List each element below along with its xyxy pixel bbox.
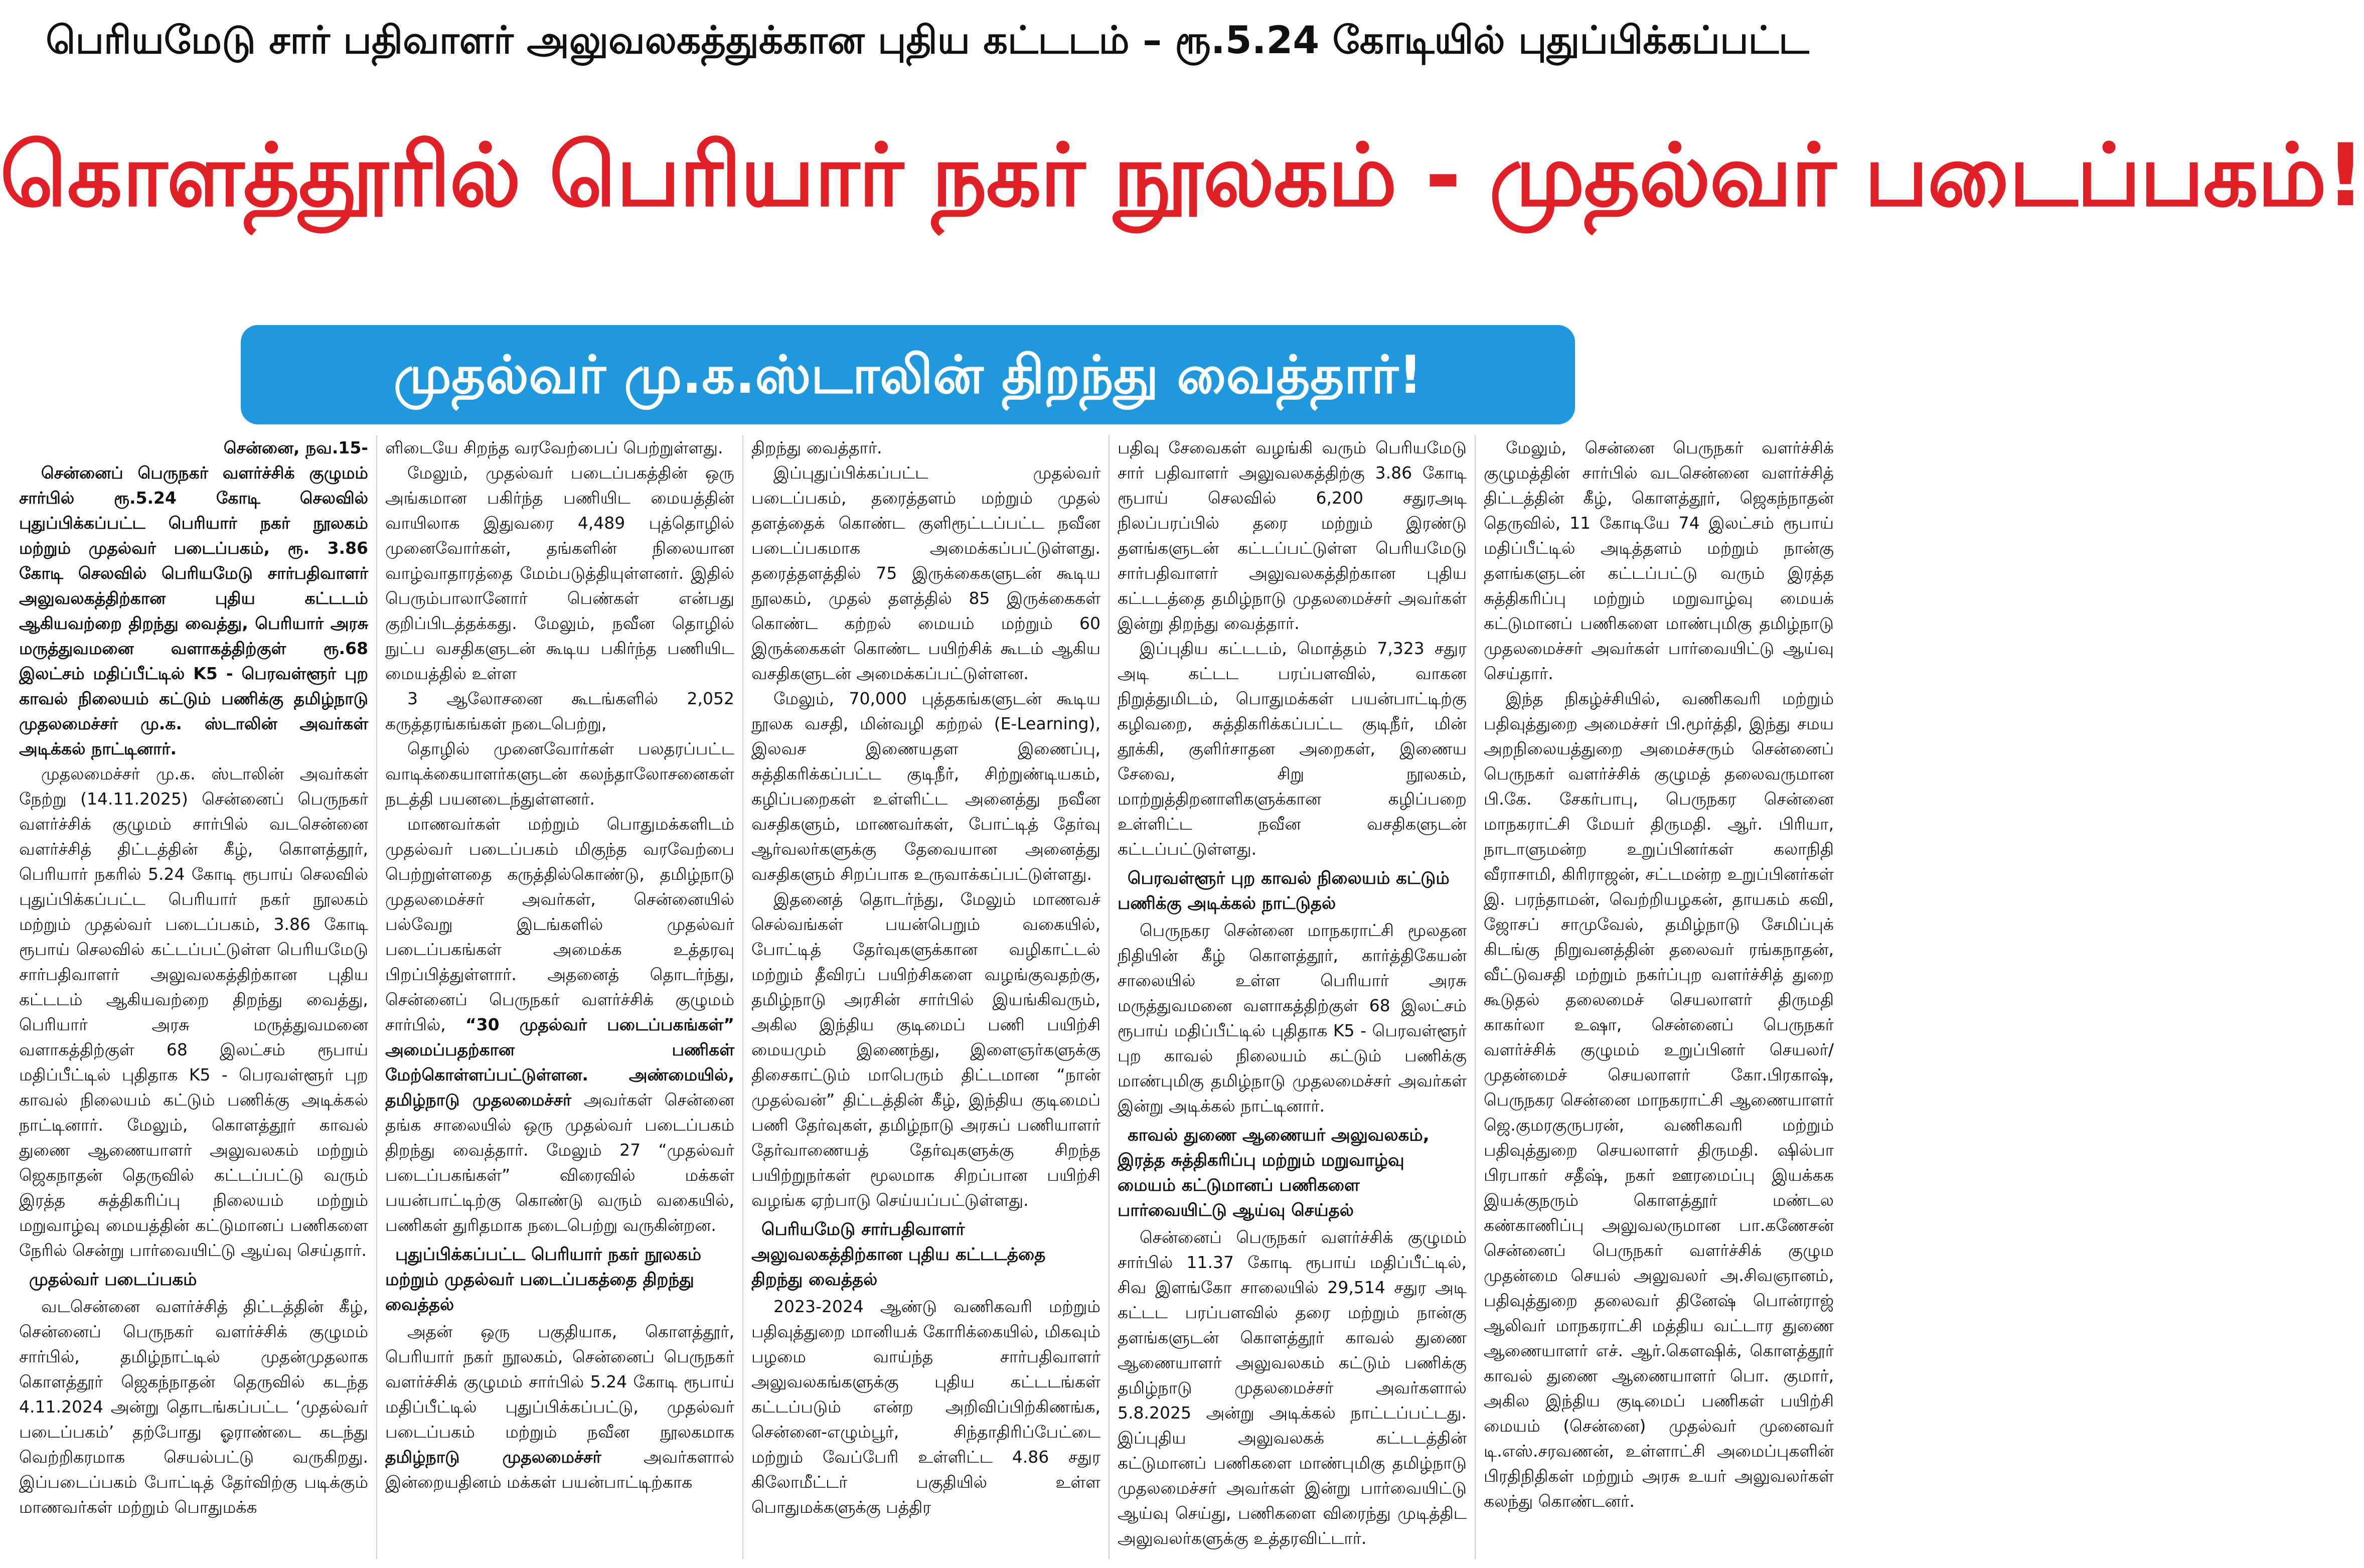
paragraph: மேலும், சென்னை பெருநகர் வளர்ச்சிக் குழுமத்தின் சார்பில் வடசென்னை வளர்ச்சித் திட்டத்தின் கீழ், கொளத்தூர், ஜெகந்நாதன் தெருவில், 11 கோடியே 74 இலட்சம் ரூபாய் மதிப்பீட்டில் அடித்தளம் மற்றும் நான்கு தளங்களுடன் கட்டப்பட்டு வரும் இரத்த சுத்திகரிப்பு மற்றும் மறுவாழ்வு மையக் கட்டுமானப் பணிகளை மாண்புமிகு தமிழ்நாடு முதலமைச்சர் அவர்கள் பார்வையிட்டு ஆய்வு செய்தார். xyxy=(1484,438,1834,683)
paragraph: 3 ஆலோசனை கூடங்களில் 2,052 கருத்தரங்கங்கள் நடைபெற்று, xyxy=(385,689,734,733)
paragraph: மேலும், 70,000 புத்தகங்களுடன் கூடிய நூலக வசதி, மின்வழி கற்றல் (E-Learning), இலவச இணையதள இணைப்பு, சுத்திகரிக்கப்பட்ட குடிநீர், சிற்றுண்டியகம், கழிப்பறைகள் உள்ளிட்ட அனைத்து நவீன வசதிகளும், மாணவர்கள், போட்டித் தேர்வு ஆர்வலர்களுக்கு தேவையான அனைத்து வசதிகளும் சிறப்பாக உருவாக்கப்பட்டுள்ளது. xyxy=(751,689,1100,884)
paragraph: ளிடையே சிறந்த வரவேற்பைப் பெற்றுள்ளது. xyxy=(385,438,723,457)
column-2 xyxy=(377,435,743,1559)
section-heading: காவல் துணை ஆணையர் அலுவலகம், இரத்த சுத்திகரிப்பு மற்றும் மறுவாழ்வு மையம் கட்டுமானப் பணிகளை பார்வையிட்டு ஆய்வு செய்தல் xyxy=(1118,1125,1430,1220)
paragraph: முதலமைச்சர் மு.க. ஸ்டாலின் அவர்கள் நேற்று (14.11.2025) சென்னைப் பெருநகர் வளர்ச்சிக் குழுமம் சார்பில் வடசென்னை வளர்ச்சித் திட்டத்தின் கீழ், கொளத்தூர், பெரியார் நகரில் 5.24 கோடி ரூபாய் செலவில் புதுப்பிக்கப்பட்ட பெரியார் நகர் நூலகம் மற்றும் முதல்வர் படைப்பகம், 3.86 கோடி ரூபாய் செலவில் கட்டப்பட்டுள்ள பெரியமேடு சார்பதிவாளர் அலுவலகத்திற்கான புதிய கட்டடம் ஆகியவற்றை திறந்து வைத்து, பெரியார் அரசு மருத்துவமனை வளாகத்திற்குள் 68 இலட்சம் ரூபாய் மதிப்பீட்டில் புதிதாக K5 - பெரவள்ளூர் புற காவல் நிலையம் கட்டும் பணிக்கு அடிக்கல் நாட்டினார். மேலும், கொளத்தூர் காவல் துணை ஆணையாளர் அலுவலகம் மற்றும் ஜெகநாதன் தெருவில் கட்டப்பட்டு வரும் இரத்த சுத்திகரிப்பு நிலையம் மற்றும் மறுவாழ்வு மையத்தின் கட்டுமானப் பணிகளை நேரில் சென்று பார்வையிட்டு ஆய்வு செய்தார். xyxy=(19,764,368,1260)
paragraph: 2023-2024 ஆண்டு வணிகவரி மற்றும் பதிவுத்துறை மானியக் கோரிக்கையில், மிகவும் பழமை வாய்ந்த சார்பதிவாளர் அலுவலகங்களுக்கு புதிய கட்டடங்கள் கட்டப்படும் என்ற அறிவிப்பிற்கிணங்க, சென்னை-எழும்பூர், சிந்தாதிரிப்பேட்டை மற்றும் வேப்பேரி உள்ளிட்ட 4.86 சதுர கிலோமீட்டர் பகுதியில் உள்ள பொதுமக்களுக்கு பத்திர xyxy=(751,1297,1100,1517)
text-run: மாணவர்கள் மற்றும் பொதுமக்களிடம் முதல்வர் படைப்பகம் மிகுந்த வரவேற்பை பெற்றுள்ளதை கருத்தில்கொண்டு, தமிழ்நாடு முதலமைச்சர் அவர்கள், சென்னையில் பல்வேறு இடங்களில் முதல்வர் படைப்பகங்கள் அமைக்க உத்தரவு பிறப்பித்துள்ளார். அதனைத் தொடர்ந்து, சென்னைப் பெருநகர் வளர்ச்சிக் குழுமம் சார்பில், xyxy=(385,814,734,1034)
paragraph: மேலும், முதல்வர் படைப்பகத்தின் ஒரு அங்கமான பகிர்ந்த பணியிட மையத்தின் வாயிலாக இதுவரை 4,489 புத்தொழில் முனைவோர்கள், தங்களின் நிலையான வாழ்வாதாரத்தை மேம்படுத்தியுள்ளனர். இதில் பெரும்பாலானோர் பெண்கள் என்பது குறிப்பிடத்தக்கது. மேலும், நவீன தொழில் நுட்ப வசதிகளுடன் கூடிய பகிர்ந்த பணியிட மையத்தில் உள்ள xyxy=(385,463,734,683)
paragraph: வடசென்னை வளர்ச்சித் திட்டத்தின் கீழ், சென்னைப் பெருநகர் வளர்ச்சிக் குழுமம் சார்பில், தமிழ்நாட்டில் முதன்முதலாக கொளத்தூர் ஜெகந்நாதன் தெருவில் கடந்த 4.11.2024 அன்று தொடங்கப்பட்ட ‘முதல்வர் படைப்பகம்’ தற்போது ஓராண்டை கடந்து வெற்றிகரமாக செயல்பட்டு வருகிறது. இப்படைப்பகம் போட்டித் தேர்விற்கு படிக்கும் மாணவர்கள் மற்றும் பொதுமக்க xyxy=(19,1297,368,1517)
top-heading: பெரியமேடு சார் பதிவாளர் அலுவலகத்துக்கான புதிய கட்டடம் – ரூ.5.24 கோடியில் புதுப்பிக்கப்பட்ட xyxy=(46,18,1809,62)
column-4 xyxy=(1110,435,1476,1559)
section-heading: பெரியமேடு சார்பதிவாளர் அலுவலகத்திற்கான புதிய கட்டடத்தை திறந்து வைத்தல் xyxy=(751,1219,1046,1290)
column-1 xyxy=(11,435,377,1559)
lead-paragraph: சென்னைப் பெருநகர் வளர்ச்சிக் குழுமம் சார்பில் ரூ.5.24 கோடி செலவில் புதுப்பிக்கப்பட்ட பெரியார் நகர் நூலகம் மற்றும் முதல்வர் படைப்பகம், ரூ. 3.86 கோடி செலவில் பெரியமேடு சார்பதிவாளர் அலுவலகத்திற்கான புதிய கட்டடம் ஆகியவற்றை திறந்து வைத்து, பெரியார் அரசு மருத்துவமனை வளாகத்திற்குள் ரூ.68 இலட்சம் மதிப்பீட்டில் K5 - பெரவள்ளூர் புற காவல் நிலையம் கட்டும் பணிக்கு தமிழ்நாடு முதலமைச்சர் மு.க. ஸ்டாலின் அவர்கள் அடிக்கல் நாட்டினார். xyxy=(19,463,368,758)
paragraph: பதிவு சேவைகள் வழங்கி வரும் பெரியமேடு சார் பதிவாளர் அலுவலகத்திற்கு 3.86 கோடி ரூபாய் செலவில் 6,200 சதுரஅடி நிலப்பரப்பில் தரை மற்றும் இரண்டு தளங்களுடன் கட்டப்பட்டுள்ள பெரியமேடு சார்பதிவாளர் அலுவலகத்திற்கான புதிய கட்டடத்தை தமிழ்நாடு முதலமைச்சர் அவர்கள் இன்று திறந்து வைத்தார். xyxy=(1118,438,1467,633)
bold-text-run: “30 முதல்வர் படைப்பகங்கள்” அமைப்பதற்கான பணிகள் மேற்கொள்ளப்பட்டுள்ளன. அண்மையில், தமிழ்நாடு முதலமைச்சர் xyxy=(385,1015,734,1110)
paragraph: பெருநகர சென்னை மாநகராட்சி மூலதன நிதியின் கீழ் கொளத்தூர், கார்த்திகேயன் சாலையில் உள்ள பெரியார் அரசு மருத்துவமனை வளாகத்திற்குள் 68 இலட்சம் ரூபாய் மதிப்பீட்டில் புதிதாக K5 - பெரவள்ளூர் புற காவல் நிலையம் கட்டும் பணிக்கு மாண்புமிகு தமிழ்நாடு முதலமைச்சர் அவர்கள் இன்று அடிக்கல் நாட்டினார். xyxy=(1118,920,1467,1116)
column-3 xyxy=(743,435,1110,1559)
section-heading: புதுப்பிக்கப்பட்ட பெரியார் நகர் நூலகம் மற்றும் முதல்வர் படைப்பகத்தை திறந்து வைத்தல் xyxy=(385,1244,702,1315)
paragraph: தொழில் முனைவோர்கள் பலதரப்பட்ட வாடிக்கையாளர்களுடன் கலந்தாலோசனைகள் நடத்தி பயனடைந்துள்ளனர். xyxy=(385,739,734,809)
column-5 xyxy=(1476,435,1842,1559)
sub-headline-banner: முதல்வர் மு.க.ஸ்டாலின் திறந்து வைத்தார்! xyxy=(241,325,1575,424)
text-run: அவர்களால் இன்றையதினம் மக்கள் பயன்பாட்டிற்காக xyxy=(385,1447,734,1492)
text-run: அவர்கள் சென்னை தங்க சாலையில் ஒரு முதல்வர் படைப்பகம் திறந்து வைத்தார். மேலும் 27 “முதல்வர் படைப்பகங்கள்” விரைவில் மக்கள் பயன்பாட்டிற்கு கொண்டு வரும் வகையில், பணிகள் துரிதமாக நடைபெற்று வருகின்றன. xyxy=(385,1090,734,1235)
section-heading: முதல்வர் படைப்பகம் xyxy=(29,1270,197,1290)
dateline: சென்னை, நவ.15- xyxy=(223,438,368,457)
paragraph: திறந்து வைத்தார். xyxy=(751,438,882,457)
article-columns xyxy=(11,435,1844,1559)
text-run: அதன் ஒரு பகுதியாக, கொளத்தூர், பெரியார் நகர் நூலகம், சென்னைப் பெருநகர் வளர்ச்சிக் குழுமம் சார்பில் 5.24 கோடி ரூபாய் மதிப்பீட்டில் புதுப்பிக்கப்பட்டு, முதல்வர் படைப்பகம் மற்றும் நவீன நூலகமாக xyxy=(385,1322,734,1442)
paragraph: இந்த நிகழ்ச்சியில், வணிகவரி மற்றும் பதிவுத்துறை அமைச்சர் பி.மூர்த்தி, இந்து சமய அறநிலையத்துறை அமைச்சரும் சென்னைப் பெருநகர் வளர்ச்சிக் குழுமத் தலைவருமான பி.கே. சேகர்பாபு, பெருநகர சென்னை மாநகராட்சி மேயர் திருமதி. ஆர். பிரியா, நாடாளுமன்ற உறுப்பினர்கள் கலாநிதி வீராசாமி, கிரிராஜன், சட்டமன்ற உறுப்பினர்கள் இ. பரந்தாமன், வெற்றியழகன், தாயகம் கவி, ஜோசப் சாமுவேல், தமிழ்நாடு சேமிப்புக் கிடங்கு நிறுவனத்தின் தலைவர் ரங்கநாதன், வீட்டுவசதி மற்றும் நகர்ப்புற வளர்ச்சித் துறை கூடுதல் தலைமைச் செயலாளர் திருமதி காகர்லா உஷா, சென்னைப் பெருநகர் வளர்ச்சிக் குழுமம் உறுப்பினர் செயலர்/முதன்மைச் செயலாளர் கோ.பிரகாஷ், பெருநகர சென்னை மாநகராட்சி ஆணையாளர் ஜெ.குமரகுருபரன், வணிகவரி மற்றும் பதிவுத்துறை செயலாளர் திருமதி. ஷில்பா பிரபாகர் சதீஷ், நகர் ஊரமைப்பு இயக்கக இயக்குநரும் கொளத்தூர் மண்டல கண்காணிப்பு அலுவலருமான பா.கணேசன் சென்னைப் பெருநகர் வளர்ச்சிக் குழும முதன்மை செயல் அலுவலர் அ.சிவஞானம், பதிவுத்துறை தலைவர் தினேஷ் பொன்ராஜ் ஆலிவர் மாநகராட்சி மத்திய வட்டார துணை ஆணையாளர் எச். ஆர்.கௌஷிக், கொளத்தூர் காவல் துணை ஆணையாளர் பொ. குமார், அகில இந்திய குடிமைப் பணிகள் பயிற்சி மையம் (சென்னை) முதல்வர் முனைவர் டி.எஸ்.சரவணன், உள்ளாட்சி அமைப்புகளின் பிரதிநிதிகள் மற்றும் அரசு உயர் அலுவலர்கள் கலந்து கொண்டனர். xyxy=(1484,689,1834,1511)
paragraph xyxy=(385,1319,734,1495)
section-heading: பெரவள்ளூர் புற காவல் நிலையம் கட்டும் பணிக்கு அடிக்கல் நாட்டுதல் xyxy=(1118,868,1450,913)
paragraph: இப்புதிய கட்டடம், மொத்தம் 7,323 சதுர அடி கட்டட பரப்பளவில், வாகன நிறுத்துமிடம், பொதுமக்கள் பயன்பாட்டிற்கு கழிவறை, சுத்திகரிக்கப்பட்ட குடிநீர், மின் தூக்கி, குளிர்சாதன அறைகள், இணைய சேவை, சிறு நூலகம், மாற்றுத்திறனாளிகளுக்கான கழிப்பறை உள்ளிட்ட நவீன வசதிகளுடன் கட்டப்பட்டுள்ளது. xyxy=(1118,639,1467,859)
paragraph: இதனைத் தொடர்ந்து, மேலும் மாணவச் செல்வங்கள் பயன்பெறும் வகையில், போட்டித் தேர்வுகளுக்கான வழிகாட்டல் மற்றும் தீவிரப் பயிற்சிகளை வழங்குவதற்கு, தமிழ்நாடு அரசின் சார்பில் இயங்கிவரும், அகில இந்திய குடிமைப் பணி பயிற்சி மையமும் இணைந்து, இளைஞர்களுக்கு திசைகாட்டும் மாபெரும் திட்டமான “நான் முதல்வன்” திட்டத்தின் கீழ், இந்திய குடிமைப் பணி தேர்வுகள், தமிழ்நாடு அரசுப் பணியாளர் தேர்வாணையத் தேர்வுகளுக்கு சிறந்த பயிற்றுநர்கள் மூலமாக சிறப்பான பயிற்சி வழங்க ஏற்பாடு செய்யப்பட்டுள்ளது. xyxy=(751,889,1100,1210)
paragraph xyxy=(385,812,734,1238)
main-headline: கொளத்தூரில் பெரியார் நகர் நூலகம் - முதல்வர் படைப்பகம்! xyxy=(0,125,2364,226)
paragraph: இப்புதுப்பிக்கப்பட்ட முதல்வர் படைப்பகம், தரைத்தளம் மற்றும் முதல் தளத்தைக் கொண்ட குளிரூட்டப்பட்ட நவீன படைப்பகமாக அமைக்கப்பட்டுள்ளது. தரைத்தளத்தில் 75 இருக்கைகளுடன் கூடிய நூலகம், முதல் தளத்தில் 85 இருக்கைகள் கொண்ட கற்றல் மையம் மற்றும் 60 இருக்கைகள் கொண்ட பயிற்சிக் கூடம் ஆகிய வசதிகளுடன் அமைக்கப்பட்டுள்ளன. xyxy=(751,463,1100,683)
bold-text-run: தமிழ்நாடு முதலமைச்சர் xyxy=(385,1447,601,1467)
paragraph: சென்னைப் பெருநகர் வளர்ச்சிக் குழுமம் சார்பில் 11.37 கோடி ரூபாய் மதிப்பீட்டில், சிவ இளங்கோ சாலையில் 29,514 சதுர அடி கட்டட பரப்பளவில் தரை மற்றும் நான்கு தளங்களுடன் கொளத்தூர் காவல் துணை ஆணையாளர் அலுவலகம் கட்டும் பணிக்கு தமிழ்நாடு முதலமைச்சர் அவர்களால் 5.8.2025 அன்று அடிக்கல் நாட்டப்பட்டது. இப்புதிய அலுவலகக் கட்டடத்தின் கட்டுமானப் பணிகளை மாண்புமிகு தமிழ்நாடு முதலமைச்சர் அவர்கள் இன்று பார்வையிட்டு ஆய்வு செய்து, பணிகளை விரைந்து முடித்திட அலுவலர்களுக்கு உத்தரவிட்டார். xyxy=(1118,1227,1467,1548)
